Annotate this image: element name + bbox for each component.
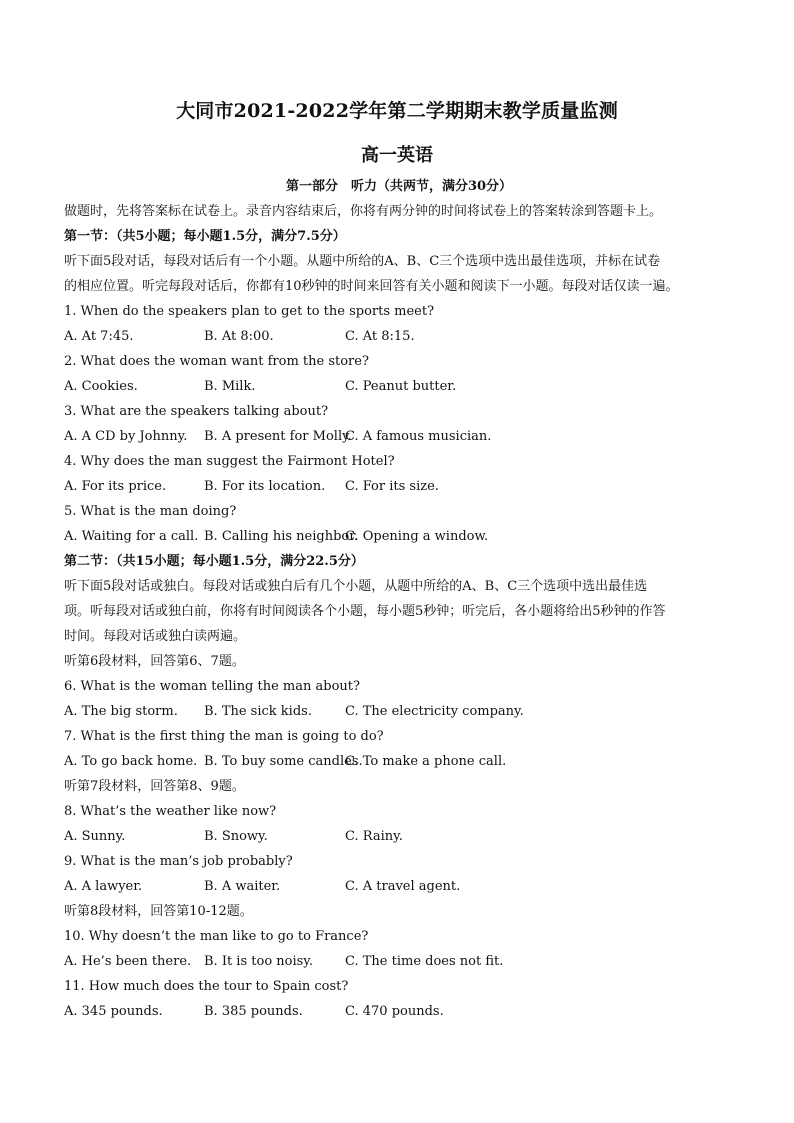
question-4-options xyxy=(64,474,734,499)
question-10-options xyxy=(64,949,734,974)
material-6-note: 听第6段材料，回答第6、7题。 xyxy=(64,654,245,669)
question-6-option-c: C. The electricity company. xyxy=(345,704,524,719)
question-7-option-b: B. To buy some candles. xyxy=(204,754,363,769)
question-8-stem: 8. What’s the weather like now? xyxy=(64,804,277,819)
question-10-option-c: C. The time does not fit. xyxy=(345,954,504,969)
question-4-option-a: A. For its price. xyxy=(64,479,167,494)
question-9-option-c: C. A travel agent. xyxy=(345,879,461,894)
question-3-option-b: B. A present for Molly. xyxy=(204,429,352,444)
question-6-stem: 6. What is the woman telling the man about? xyxy=(64,679,360,694)
question-3-options xyxy=(64,424,734,449)
part-one-instruction: 做题时，先将答案标在试卷上。录音内容结束后，你将有两分钟的时间将试卷上的答案转涂到答题卡上。 xyxy=(64,204,663,219)
question-8-option-c: C. Rainy. xyxy=(345,829,403,844)
question-11-options xyxy=(64,999,734,1024)
question-9-option-a: A. A lawyer. xyxy=(64,879,143,894)
question-1-option-a: A. At 7:45. xyxy=(64,329,134,344)
question-1-options xyxy=(64,324,734,349)
question-6-options xyxy=(64,699,734,724)
question-3-option-a: A. A CD by Johnny. xyxy=(64,429,188,444)
question-9-options xyxy=(64,874,734,899)
question-11-option-a: A. 345 pounds. xyxy=(64,1004,163,1019)
section-one-instruction-line1: 听下面5段对话，每段对话后有一个小题。从题中所给的A、B、C三个选项中选出最佳选项，并标在试卷 xyxy=(64,254,661,269)
section-one-heading: 第一节：（共5小题；每小题1.5分，满分7.5分） xyxy=(64,229,346,244)
question-2-stem: 2. What does the woman want from the store? xyxy=(64,354,369,369)
question-10-option-a: A. He’s been there. xyxy=(64,954,192,969)
question-10-option-b: B. It is too noisy. xyxy=(204,954,314,969)
question-9-option-b: B. A waiter. xyxy=(204,879,281,894)
question-4-option-c: C. For its size. xyxy=(345,479,439,494)
question-11-option-b: B. 385 pounds. xyxy=(204,1004,303,1019)
question-6-option-a: A. The big storm. xyxy=(64,704,178,719)
question-7-option-a: A. To go back home. xyxy=(64,754,198,769)
question-1-option-c: C. At 8:15. xyxy=(345,329,415,344)
exam-content xyxy=(64,174,734,1024)
question-11-stem: 11. How much does the tour to Spain cost? xyxy=(64,979,349,994)
question-4-option-b: B. For its location. xyxy=(204,479,326,494)
exam-title: 大同市2021-2022学年第二学期期末教学质量监测 xyxy=(176,100,618,122)
question-5-options xyxy=(64,524,734,549)
section-two-instruction-line1: 听下面5段对话或独白。每段对话或独白后有几个小题，从题中所给的A、B、C三个选项中选出最佳选 xyxy=(64,579,648,594)
material-7-note: 听第7段材料，回答第8、9题。 xyxy=(64,779,245,794)
question-6-option-b: B. The sick kids. xyxy=(204,704,312,719)
question-5-option-c: C. Opening a window. xyxy=(345,529,489,544)
section-one-instruction-line2: 的相应位置。听完每段对话后，你都有10秒钟的时间来回答有关小题和阅读下一小题。每段对话仅读一遍。 xyxy=(64,279,679,294)
section-two-instruction-line2: 项。听每段对话或独白前，你将有时间阅读各个小题，每小题5秒钟；听完后，各小题将给出5秒钟的作答 xyxy=(64,604,666,619)
question-2-option-a: A. Cookies. xyxy=(64,379,138,394)
question-1-option-b: B. At 8:00. xyxy=(204,329,274,344)
question-7-option-c: C. To make a phone call. xyxy=(345,754,507,769)
question-3-option-c: C. A famous musician. xyxy=(345,429,492,444)
question-10-stem: 10. Why doesn’t the man like to go to France? xyxy=(64,929,369,944)
question-1-stem: 1. When do the speakers plan to get to the sports meet? xyxy=(64,304,435,319)
question-8-options xyxy=(64,824,734,849)
question-2-option-c: C. Peanut butter. xyxy=(345,379,457,394)
question-8-option-a: A. Sunny. xyxy=(64,829,126,844)
material-8-note: 听第8段材料，回答第10-12题。 xyxy=(64,904,253,919)
question-9-stem: 9. What is the man’s job probably? xyxy=(64,854,293,869)
section-two-heading: 第二节：（共15小题；每小题1.5分，满分22.5分） xyxy=(64,554,364,569)
question-5-option-b: B. Calling his neighbor. xyxy=(204,529,359,544)
question-3-stem: 3. What are the speakers talking about? xyxy=(64,404,329,419)
question-5-option-a: A. Waiting for a call. xyxy=(64,529,199,544)
question-8-option-b: B. Snowy. xyxy=(204,829,268,844)
part-one-heading: 第一部分 听力（共两节，满分30分） xyxy=(285,179,513,194)
section-two-instruction-line3: 时间。每段对话或独白读两遍。 xyxy=(64,629,247,644)
question-2-option-b: B. Milk. xyxy=(204,379,256,394)
exam-subject: 高一英语 xyxy=(361,145,433,166)
question-11-option-c: C. 470 pounds. xyxy=(345,1004,444,1019)
question-5-stem: 5. What is the man doing? xyxy=(64,504,237,519)
question-7-stem: 7. What is the first thing the man is going to do? xyxy=(64,729,384,744)
question-4-stem: 4. Why does the man suggest the Fairmont Hotel? xyxy=(64,454,395,469)
question-7-options xyxy=(64,749,734,774)
question-2-options xyxy=(64,374,734,399)
